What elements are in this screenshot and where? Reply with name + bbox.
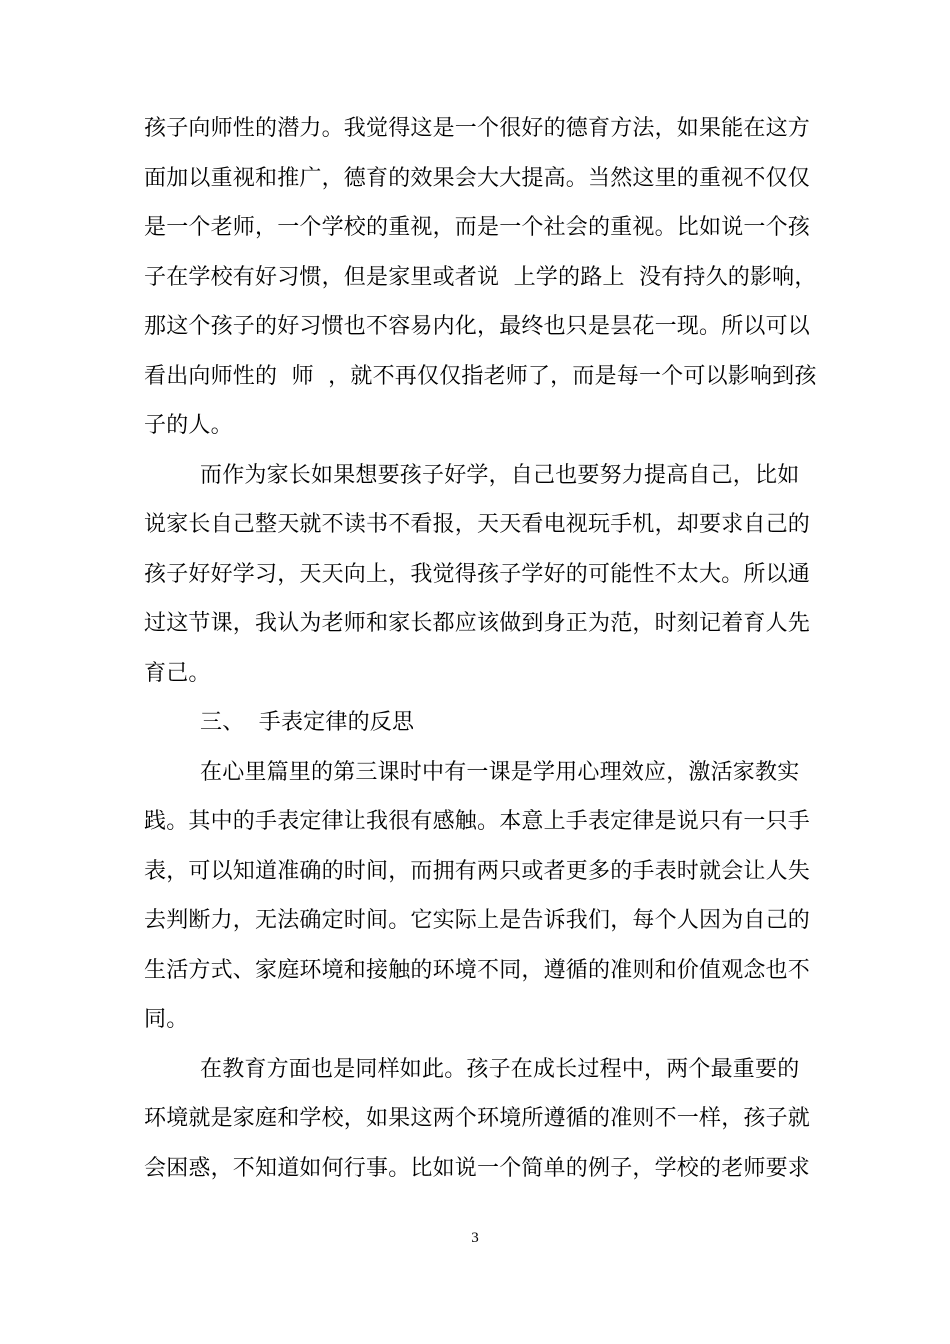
text-line: 同。 (144, 1007, 189, 1032)
text-line: 环境就是家庭和学校，如果这两个环境所遵循的准则不一样，孩子就 (144, 1106, 811, 1131)
text-line: 会困惑，不知道如何行事。比如说一个简单的例子，学校的老师要求 (144, 1155, 811, 1181)
text-line: 育己。 (144, 660, 211, 686)
text-line: 生活方式、家庭环境和接触的环境不同，遵循的准则和价值观念也不 (144, 957, 811, 983)
text-line: 表，可以知道准确的时间，而拥有两只或者更多的手表时就会让人失 (144, 858, 811, 884)
text-line: 孩子好好学习，天天向上，我觉得孩子学好的可能性不太大。所以通 (144, 561, 811, 587)
text-line: 是一个老师，一个学校的重视，而是一个社会的重视。比如说一个孩 (144, 215, 811, 240)
text-line: 那这个孩子的好习惯也不容易内化，最终也只是昙花一现。所以可以 (144, 314, 811, 339)
text-line: 面加以重视和推广，德育的效果会大大提高。当然这里的重视不仅仅 (144, 165, 811, 191)
text-line: 去判断力，无法确定时间。它实际上是告诉我们，每个人因为自己的 (144, 908, 811, 933)
text-line: 孩子向师性的潜力。我觉得这是一个很好的德育方法，如果能在这方 (144, 116, 811, 141)
text-line: 子在学校有好习惯，但是家里或者说 上学的路上 没有持久的影响， (144, 264, 817, 290)
text-line: 说家长自己整天就不读书不看报，天天看电视玩手机，却要求自己的 (144, 512, 811, 537)
text-line: 子的人。 (144, 413, 233, 438)
body-text (144, 104, 817, 1193)
text-line: 三、 手表定律的反思 (200, 710, 415, 735)
text-line: 在教育方面也是同样如此。孩子在成长过程中，两个最重要的 (200, 1056, 800, 1082)
text-line: 在心里篇里的第三课时中有一课是学用心理效应，激活家教实 (200, 759, 800, 785)
text-line: 看出向师性的 师 ，就不再仅仅指老师了，而是每一个可以影响到孩 (144, 363, 817, 389)
page-number: 3 (471, 1230, 479, 1246)
text-line: 过这节课，我认为老师和家长都应该做到身正为范，时刻记着育人先 (144, 611, 811, 636)
text-line: 践。其中的手表定律让我很有感触。本意上手表定律是说只有一只手 (144, 809, 811, 834)
text-line: 而作为家长如果想要孩子好学，自己也要努力提高自己，比如 (200, 462, 800, 488)
